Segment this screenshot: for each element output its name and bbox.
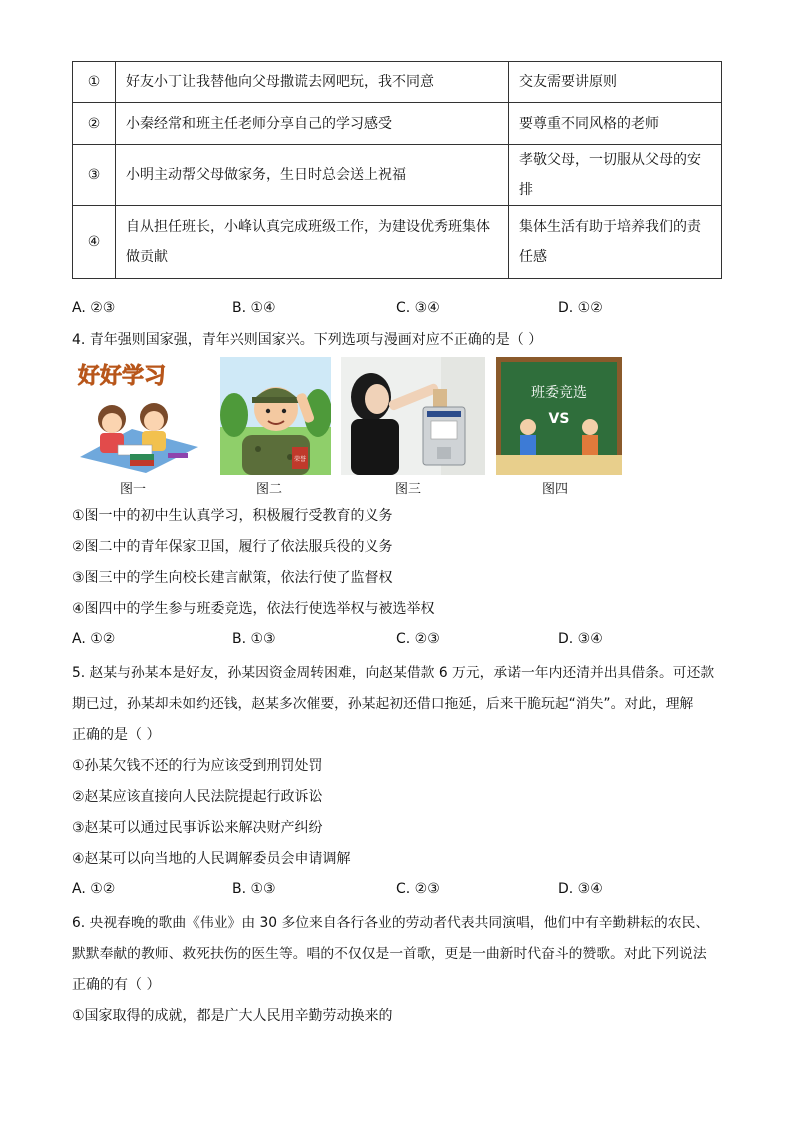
case-cell: 小明主动帮父母做家务，生日时总会送上祝福 — [116, 145, 509, 206]
medal-text: 荣誉 — [294, 456, 307, 463]
q5-item-3: ③赵某可以通过民事诉讼来解决财产纠纷 — [72, 820, 323, 836]
table-row — [73, 62, 722, 103]
q4-stem: 4. 青年强则国家强，青年兴则国家兴。下列选项与漫画对应不正确的是（ ） — [72, 332, 543, 348]
table-row — [73, 103, 722, 145]
figure-1-caption: 图一 — [120, 482, 147, 497]
figure-1 — [72, 357, 202, 475]
choice-d[interactable]: D. ③④ — [558, 881, 603, 897]
table-row — [73, 206, 722, 279]
figure-2-caption: 图二 — [256, 482, 283, 497]
figure-4 — [496, 357, 622, 475]
vs-text: VS — [548, 411, 570, 427]
choice-a[interactable]: A. ①② — [72, 631, 116, 647]
lesson-cell: 孝敬父母，一切服从父母的安排 — [509, 145, 722, 206]
choice-b[interactable]: B. ①③ — [232, 881, 276, 897]
q4-item-1: ①图一中的初中生认真学习，积极履行受教育的义务 — [72, 508, 393, 524]
q5-item-2: ②赵某应该直接向人民法院提起行政诉讼 — [72, 789, 323, 805]
lesson-cell: 集体生活有助于培养我们的责任感 — [509, 206, 722, 279]
choice-a[interactable]: A. ②③ — [72, 300, 116, 316]
choice-d[interactable]: D. ③④ — [558, 631, 603, 647]
q6-stem-line-2: 默默奉献的教师、救死扶伤的医生等。唱的不仅仅是一首歌，更是一曲新时代奋斗的赞歌。对此下列说法 — [72, 946, 707, 962]
study-title-text: 好好学习 — [78, 364, 167, 389]
q4-item-2: ②图二中的青年保家卫国，履行了依法服兵役的义务 — [72, 539, 393, 555]
q5-stem-line-2: 期已过，孙某却未如约还钱，赵某多次催要，孙某起初还借口拖延，后来干脆玩起“消失”。对此，理解 — [72, 696, 694, 712]
row-number: ① — [73, 62, 116, 103]
q5-choices — [72, 881, 722, 903]
figure-2 — [220, 357, 331, 475]
case-cell: 小秦经常和班主任老师分享自己的学习感受 — [116, 103, 509, 145]
study-cartoon-image — [72, 357, 202, 475]
choice-c[interactable]: C. ②③ — [396, 631, 440, 647]
q6-item-1: ①国家取得的成就，都是广大人民用辛勤劳动换来的 — [72, 1008, 393, 1024]
soldier-image — [220, 357, 331, 475]
figure-3 — [341, 357, 485, 475]
q5-item-1: ①孙某欠钱不还的行为应该受到刑罚处罚 — [72, 758, 323, 774]
q4-item-3: ③图三中的学生向校长建言献策，依法行使了监督权 — [72, 570, 393, 586]
q4-choices — [72, 631, 722, 653]
case-cell: 自从担任班长，小峰认真完成班级工作，为建设优秀班集体做贡献 — [116, 206, 509, 279]
choice-d[interactable]: D. ①② — [558, 300, 603, 316]
choice-b[interactable]: B. ①④ — [232, 300, 276, 316]
q5-item-4: ④赵某可以向当地的人民调解委员会申请调解 — [72, 851, 351, 867]
choice-c[interactable]: C. ②③ — [396, 881, 440, 897]
row-number: ② — [73, 103, 116, 145]
election-title-text: 班委竞选 — [531, 385, 587, 401]
choice-b[interactable]: B. ①③ — [232, 631, 276, 647]
lesson-cell: 交友需要讲原则 — [509, 62, 722, 103]
q3-choices — [72, 300, 722, 322]
choice-a[interactable]: A. ①② — [72, 881, 116, 897]
row-number: ③ — [73, 145, 116, 206]
election-cartoon-image — [496, 357, 622, 475]
choice-c[interactable]: C. ③④ — [396, 300, 440, 316]
table-row — [73, 145, 722, 206]
suggestion-box-photo — [341, 357, 485, 475]
q5-stem-line-3: 正确的是（ ） — [72, 727, 161, 743]
q6-stem-line-3: 正确的有（ ） — [72, 977, 161, 993]
q6-stem-line-1: 6. 央视春晚的歌曲《伟业》由 30 多位来自各行各业的劳动者代表共同演唱，他们中有辛勤耕耘的农民、 — [72, 915, 710, 931]
row-number: ④ — [73, 206, 116, 279]
lesson-cell: 要尊重不同风格的老师 — [509, 103, 722, 145]
q3-table — [72, 61, 722, 279]
q5-stem-line-1: 5. 赵某与孙某本是好友，孙某因资金周转困难，向赵某借款 6 万元，承诺一年内还清并出具借条。可还款 — [72, 665, 715, 681]
figure-3-caption: 图三 — [395, 482, 422, 497]
figure-4-caption: 图四 — [542, 482, 569, 497]
q4-item-4: ④图四中的学生参与班委竞选，依法行使选举权与被选举权 — [72, 601, 435, 617]
case-cell: 好友小丁让我替他向父母撒谎去网吧玩，我不同意 — [116, 62, 509, 103]
